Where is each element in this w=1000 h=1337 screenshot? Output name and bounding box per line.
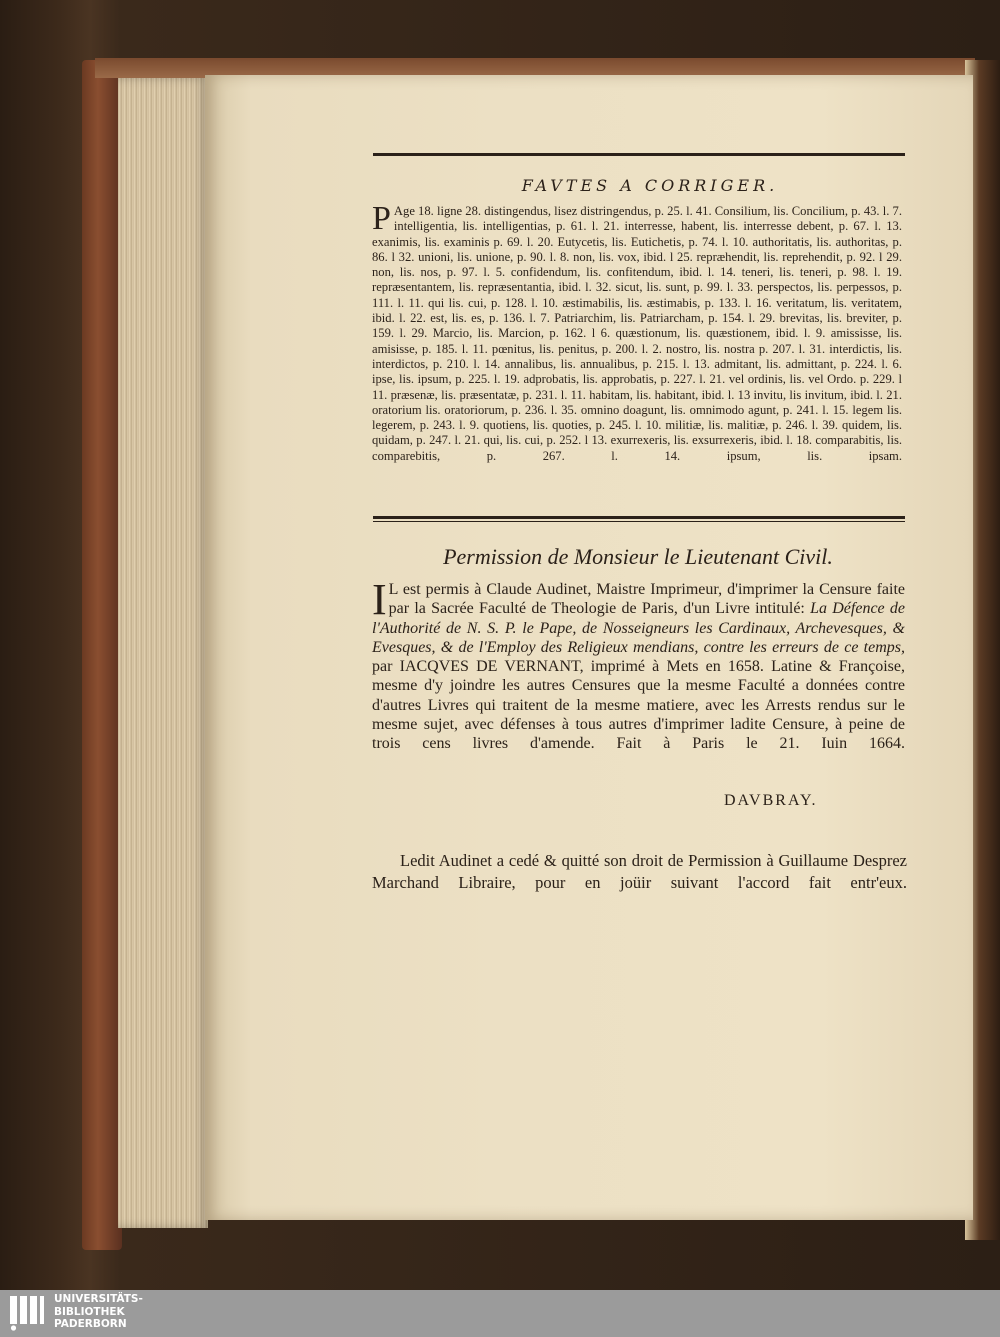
permission-body [372, 575, 905, 754]
ub-paderborn-logo-text [54, 1293, 174, 1331]
permission-signature: DAVBRAY. [724, 792, 818, 809]
errata-body [372, 200, 902, 464]
top-rule [373, 153, 905, 156]
errata-dropcap: P [372, 200, 391, 237]
book-binding [82, 60, 122, 1250]
permission-text-end: par IACQVES DE VERNANT, imprimé à Mets en 1658. Latine & Françoise, mesme d'y joindre les autres Censures que la mesme Faculté a données contre d'autres Livres qui traitent de la mesme matiere, avec les Arrests rendus sur le mesme sujet, avec défenses à tous autres d'imprimer ladite Censure, à peine de trois cens livres d'amende. Fait à Paris le 21. Iuin 1664. [372, 658, 905, 753]
ub-paderborn-logo-icon [8, 1294, 46, 1332]
page-block-edge [118, 78, 208, 1228]
permission-text-start: L est permis à Claude Audinet, Maistre Imprimeur, d'imprimer la Censure faite par la Sacrée Faculté de Theologie de Paris, d'un Livre intitulé: [388, 581, 905, 618]
errata-heading: FAVTES A CORRIGER. [521, 176, 779, 195]
logo-line-2: BIBLIOTHEK [54, 1305, 125, 1318]
permission-book-title: La Défence de l'Authorité de N. S. P. le Pape, de Nosseigneurs les Cardinaux, Archevesques, & Evesques, & de l'Employ des Religieux mendians, contre les erreurs de ce temps, [372, 600, 905, 656]
errata-text: Age 18. ligne 28. distingendus, lisez distringendus, p. 25. l. 41. Consilium, lis. Concilium, p. 43. l. 7. intelligentia, lis. intelligentias, p. 61. l. 21. interresse, habent, lis. interresse debent, p. 67. l. 13. exanimis, lis. examinis p. 69. l. 20. Eutycetis, lis. Eutichetis, p. 74. l. 10. authoritatis, lis. authoritas, p. 86. l 32. unioni, lis. unione, p. 90. l. 8. non, lis. vox, ibid. l 25. repræhendit, lis. reprehendit, p. 92. l 29. non, lis. nos, p. 97. l. 5. confidendum, lis. confitendum, ibid. l. 14. teneri, lis. teneri, p. 98. l. 19. repræsentantem, lis. repræsentantia, ibid. l. 32. sicut, lis. sunt, p. 99. l. 33. perspectos, lis. perpessos, p. 111. l. 11. qui lis. cui, p. 128. l. 10. æstimabilis, lis. æstimabis, p. 133. l. 16. veritatum, lis. veritatem, ibid. l. 22. est, lis. es, p. 136. l. 7. Patriarchim, lis. Patriarcham, p. 154. l. 29. brevitas, lis. breviter, p. 159. l. 29. Marcio, lis. Marcion, p. 162. l 6. quæstionum, lis. quæstionem, ibid. l. 9. amississe, lis. amisisse, p. 185. l. 11. pœnitus, lis. penitus, p. 200. l. 2. nostro, lis. nostra p. 207. l. 31. interdictis, lis. interdictos, p. 210. l. 14. annalibus, lis. annualibus, p. 215. l. 13. admitant, lis. admittant, p. 224. l. 6. ipse, lis. ipsum, p. 225. l. 19. adprobatis, lis. approbatis, p. 227. l. 21. vel ordinis, lis. vel Ordo. p. 229. l 11. præsenæ, lis. præsentatæ, p. 231. l. 11. habitam, lis. habitant, ibid. l. 13 invitu, lis invitum, ibid. l. 21. oratorium lis. oratoriorum, p. 236. l. 35. omnino doagunt, lis. omnimodo agunt, p. 241. l. 15. legem lis. legerem, p. 243. l. 9. quotiens, lis. quoties, p. 245. l. 10. militiæ, lis. malitiæ, p. 246. l. 39. quidem, lis. quidam, p. 247. l. 21. qui, lis. cui, p. 252. l 13. exurrexeris, lis. exsurrexeris, ibid. l. 18. comparabitis, lis. comparebitis, p. 267. l. 14. ipsum, lis. ipsam. [372, 204, 902, 463]
permission-heading: Permission de Monsieur le Lieutenant Civil. [443, 544, 833, 569]
permission-dropcap: I [372, 575, 387, 624]
middle-rule [373, 516, 905, 519]
middle-rule-thin [373, 521, 905, 522]
logo-line-1: UNIVERSITÄTS- [54, 1293, 143, 1305]
cession-paragraph: Ledit Audinet a cedé & quitté son droit de Permission à Guillaume Desprez Marchand Libraire, pour en joüir suivant l'accord fait entr'eux. [372, 851, 907, 892]
logo-line-3: PADERBORN [54, 1318, 127, 1330]
